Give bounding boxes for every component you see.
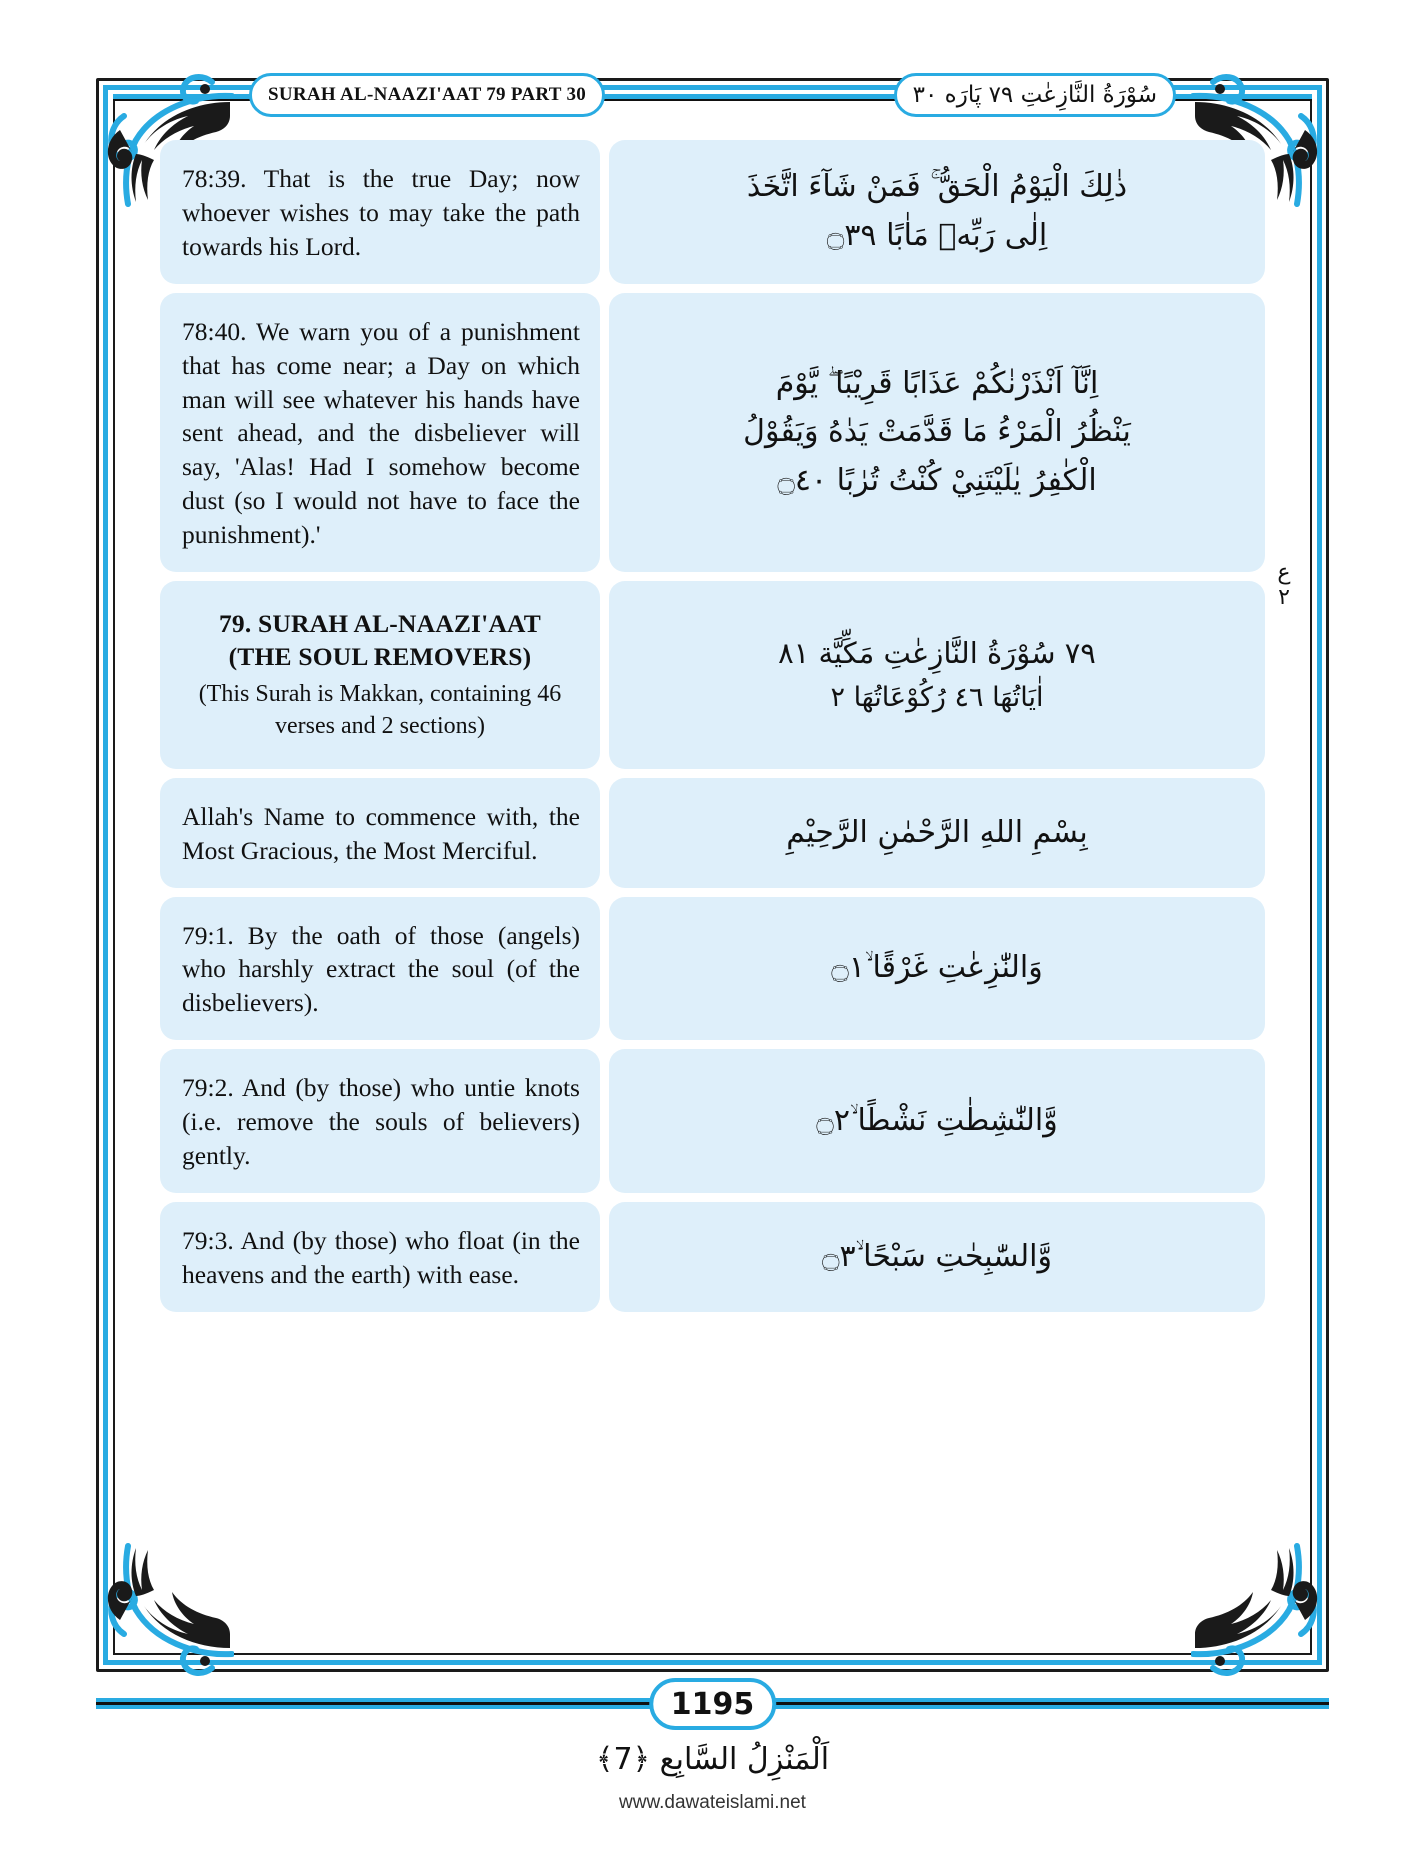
surah-name: 79. SURAH AL-NAAZI'AAT <box>218 609 541 639</box>
header-title-arabic: سُوْرَةُ النَّازِعٰتِ ٧٩ پَارَه ٣٠ <box>912 82 1157 108</box>
bismillah-row <box>160 778 1265 888</box>
arabic-line: الْكٰفِرُ يٰلَيْتَنِيْ كُنْتُ تُرٰبًا ۝٤٠ <box>777 462 1097 498</box>
verse-arabic <box>609 1202 1265 1312</box>
verse-table <box>160 140 1265 1312</box>
verse-arabic <box>609 140 1265 284</box>
arabic-line: وَّالنّٰشِطٰتِ نَشْطًا ۙ۝٢ <box>816 1102 1058 1138</box>
header-surah-pill-arabic <box>894 73 1176 117</box>
surah-counts-arabic: اٰیَاتُهَا ٤٦ رُكُوْعَاتُهَا ٢ <box>830 682 1044 714</box>
ruku-marker-bottom: ٢ <box>1278 585 1290 611</box>
header-surah-pill-english <box>249 73 605 117</box>
bismillah-arabic <box>609 778 1265 888</box>
arabic-line: بِسْمِ اللهِ الرَّحْمٰنِ الرَّحِيْمِ <box>786 815 1088 851</box>
verse-english: 79:1. By the oath of those (angels) who harshly extract the soul (of the disbelievers). <box>160 897 600 1041</box>
surah-meaning: (THE SOUL REMOVERS) <box>228 642 532 672</box>
arabic-line: وَالنّٰزِعٰتِ غَرْقًا ۙ۝١ <box>831 950 1043 986</box>
verse-row <box>160 1202 1265 1312</box>
verse-english: 78:40. We warn you of a punishment that has come near; a Day on which man will see whatever his hands have sent ahead, and the disbeliever will say, 'Alas! Had I somehow become dust (so I would not have to face the punishment).' <box>160 293 600 572</box>
page-number: 1195 <box>649 1678 777 1730</box>
bismillah-english: Allah's Name to commence with, the Most Gracious, the Most Merciful. <box>160 778 600 888</box>
header-title-english: SURAH AL-NAAZI'AAT 79 PART 30 <box>268 84 587 105</box>
verse-row <box>160 293 1265 572</box>
verse-arabic <box>609 293 1265 572</box>
verse-english: 79:3. And (by those) who float (in the heavens and the earth) with ease. <box>160 1202 600 1312</box>
page-footer <box>0 1630 1425 1850</box>
verse-english: 79:2. And (by those) who untie knots (i.e. remove the souls of believers) gently. <box>160 1049 600 1193</box>
manzil-label: اَلْمَنْزِلُ السَّابِع ﴿7﴾ <box>595 1742 830 1777</box>
surah-heading-english <box>160 581 600 769</box>
arabic-line: وَّالسّٰبِحٰتِ سَبْحًا ۙ۝٣ <box>821 1238 1053 1274</box>
surah-heading-arabic <box>609 581 1265 769</box>
ruku-marker-top: ع <box>1277 560 1291 585</box>
verse-arabic <box>609 1049 1265 1193</box>
ruku-marker <box>1261 560 1307 611</box>
verse-english: 78:39. That is the true Day; now whoever wishes to may take the path towards his Lord. <box>160 140 600 284</box>
verse-row <box>160 140 1265 284</box>
surah-description: (This Surah is Makkan, containing 46 verses and 2 sections) <box>198 681 562 740</box>
arabic-line: اِلٰى رَبِّهٖ مَاٰبًا ۝٣٩ <box>826 217 1048 253</box>
verse-arabic <box>609 897 1265 1041</box>
verse-row <box>160 1049 1265 1193</box>
verse-row <box>160 897 1265 1041</box>
arabic-line: يَنْظُرُ الْمَرْءُ مَا قَدَّمَتْ يَدٰهُ وَيَقُوْلُ <box>743 414 1131 450</box>
arabic-line: ذٰلِكَ الْيَوْمُ الْحَقُّ ۚ فَمَنْ شَآءَ اتَّخَذَ <box>746 169 1128 205</box>
surah-name-arabic: ٧٩ سُوْرَةُ النَّازِعٰتِ مَكِّيَّة ٨١ <box>778 636 1096 671</box>
surah-heading-row <box>160 581 1265 769</box>
website-url: www.dawateislami.net <box>619 1792 806 1813</box>
arabic-line: اِنَّآ اَنْذَرْنٰكُمْ عَذَابًا قَرِيْبًا ۖ يَّوْمَ <box>775 365 1099 401</box>
page-header <box>113 73 1312 119</box>
